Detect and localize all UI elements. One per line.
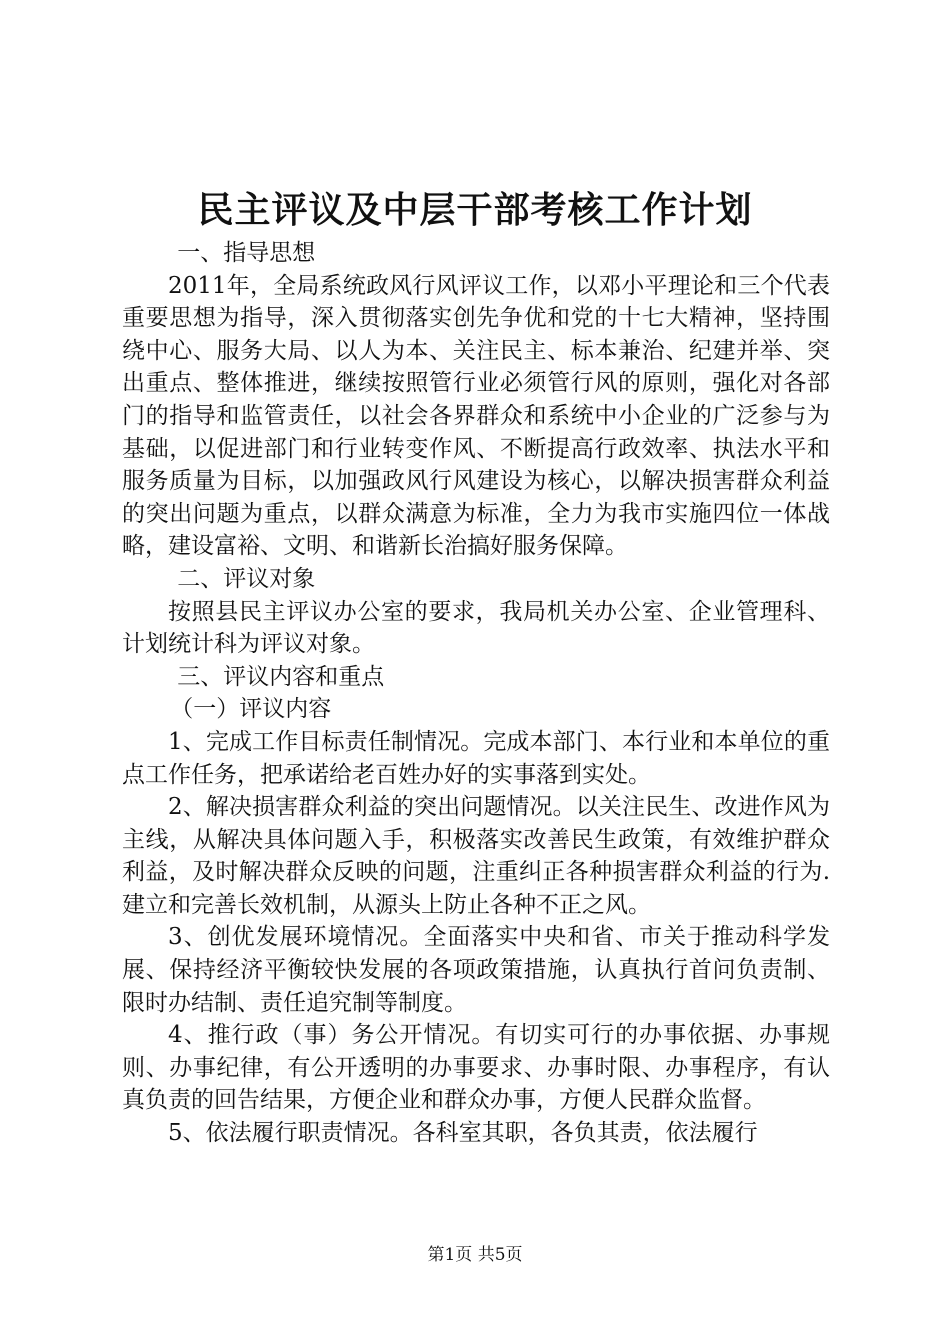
section-heading-evaluation-targets: 二、评议对象 — [177, 565, 316, 592]
page-footer: 第1页 共5页 — [427, 1245, 523, 1265]
section-heading-guiding-ideology: 一、指导思想 — [177, 240, 316, 266]
paragraph-evaluation-targets: 按照县民主评议办公室的要求，我局机关办公室、企业管理科、计划统计科为评议对象。 — [122, 598, 830, 658]
paragraph-guiding-ideology: 2011年，全局系统政风行风评议工作，以邓小平理论和三个代表重要思想为指导，深入贯彻落实创先争优和党的十七大精神，坚持围绕中心、服务大局、以人为本、关注民主、标本兼治、纪建并举、突出重点、整体推进，继续按照管行业必须管行风的原则，强化对各部门的指导和监管责任，以社会各界群众和系统中小企业的广泛参与为基础，以促进部门和行业转变作风、不断提高行政效率、执法水平和服务质量为目标，以加强政风行风建设为核心，以解决损害群众利益的突出问题为重点，以群众满意为标准，全力为我市实施四位一体战略，建设富裕、文明、和谐新长治搞好服务保障。 — [122, 272, 830, 560]
section-heading-evaluation-content: 三、评议内容和重点 — [177, 663, 385, 690]
paragraph-item-2: 2、解决损害群众利益的突出问题情况。以关注民生、改进作风为主线，从解决具体问题入手，积极落实改善民生政策，有效维护群众利益，及时解决群众反映的问题，注重纠正各种损害群众利益的行为.建立和完善长效机制，从源头上防止各种不正之风。 — [122, 794, 830, 918]
paragraph-item-3: 3、创优发展环境情况。全面落实中央和省、市关于推动科学发展、保持经济平衡较快发展的各项政策措施，认真执行首问负责制、限时办结制、责任追究制等制度。 — [122, 924, 830, 1016]
paragraph-item-4: 4、推行政（事）务公开情况。有切实可行的办事依据、办事规则、办事纪律，有公开透明的办事要求、办事时限、办事程序，有认真负责的回告结果，方便企业和群众办事，方便人民群众监督。 — [122, 1022, 830, 1114]
document-body — [122, 237, 830, 1150]
paragraph-item-5: 5、依法履行职责情况。各科室其职，各负其责，依法履行 — [168, 1120, 758, 1147]
subsection-heading-evaluation-content: （一）评议内容 — [170, 696, 332, 723]
paragraph-item-1: 1、完成工作目标责任制情况。完成本部门、本行业和本单位的重点工作任务，把承诺给老百姓办好的实事落到实处。 — [122, 728, 830, 788]
document-title: 民主评议及中层干部考核工作计划 — [197, 189, 753, 231]
